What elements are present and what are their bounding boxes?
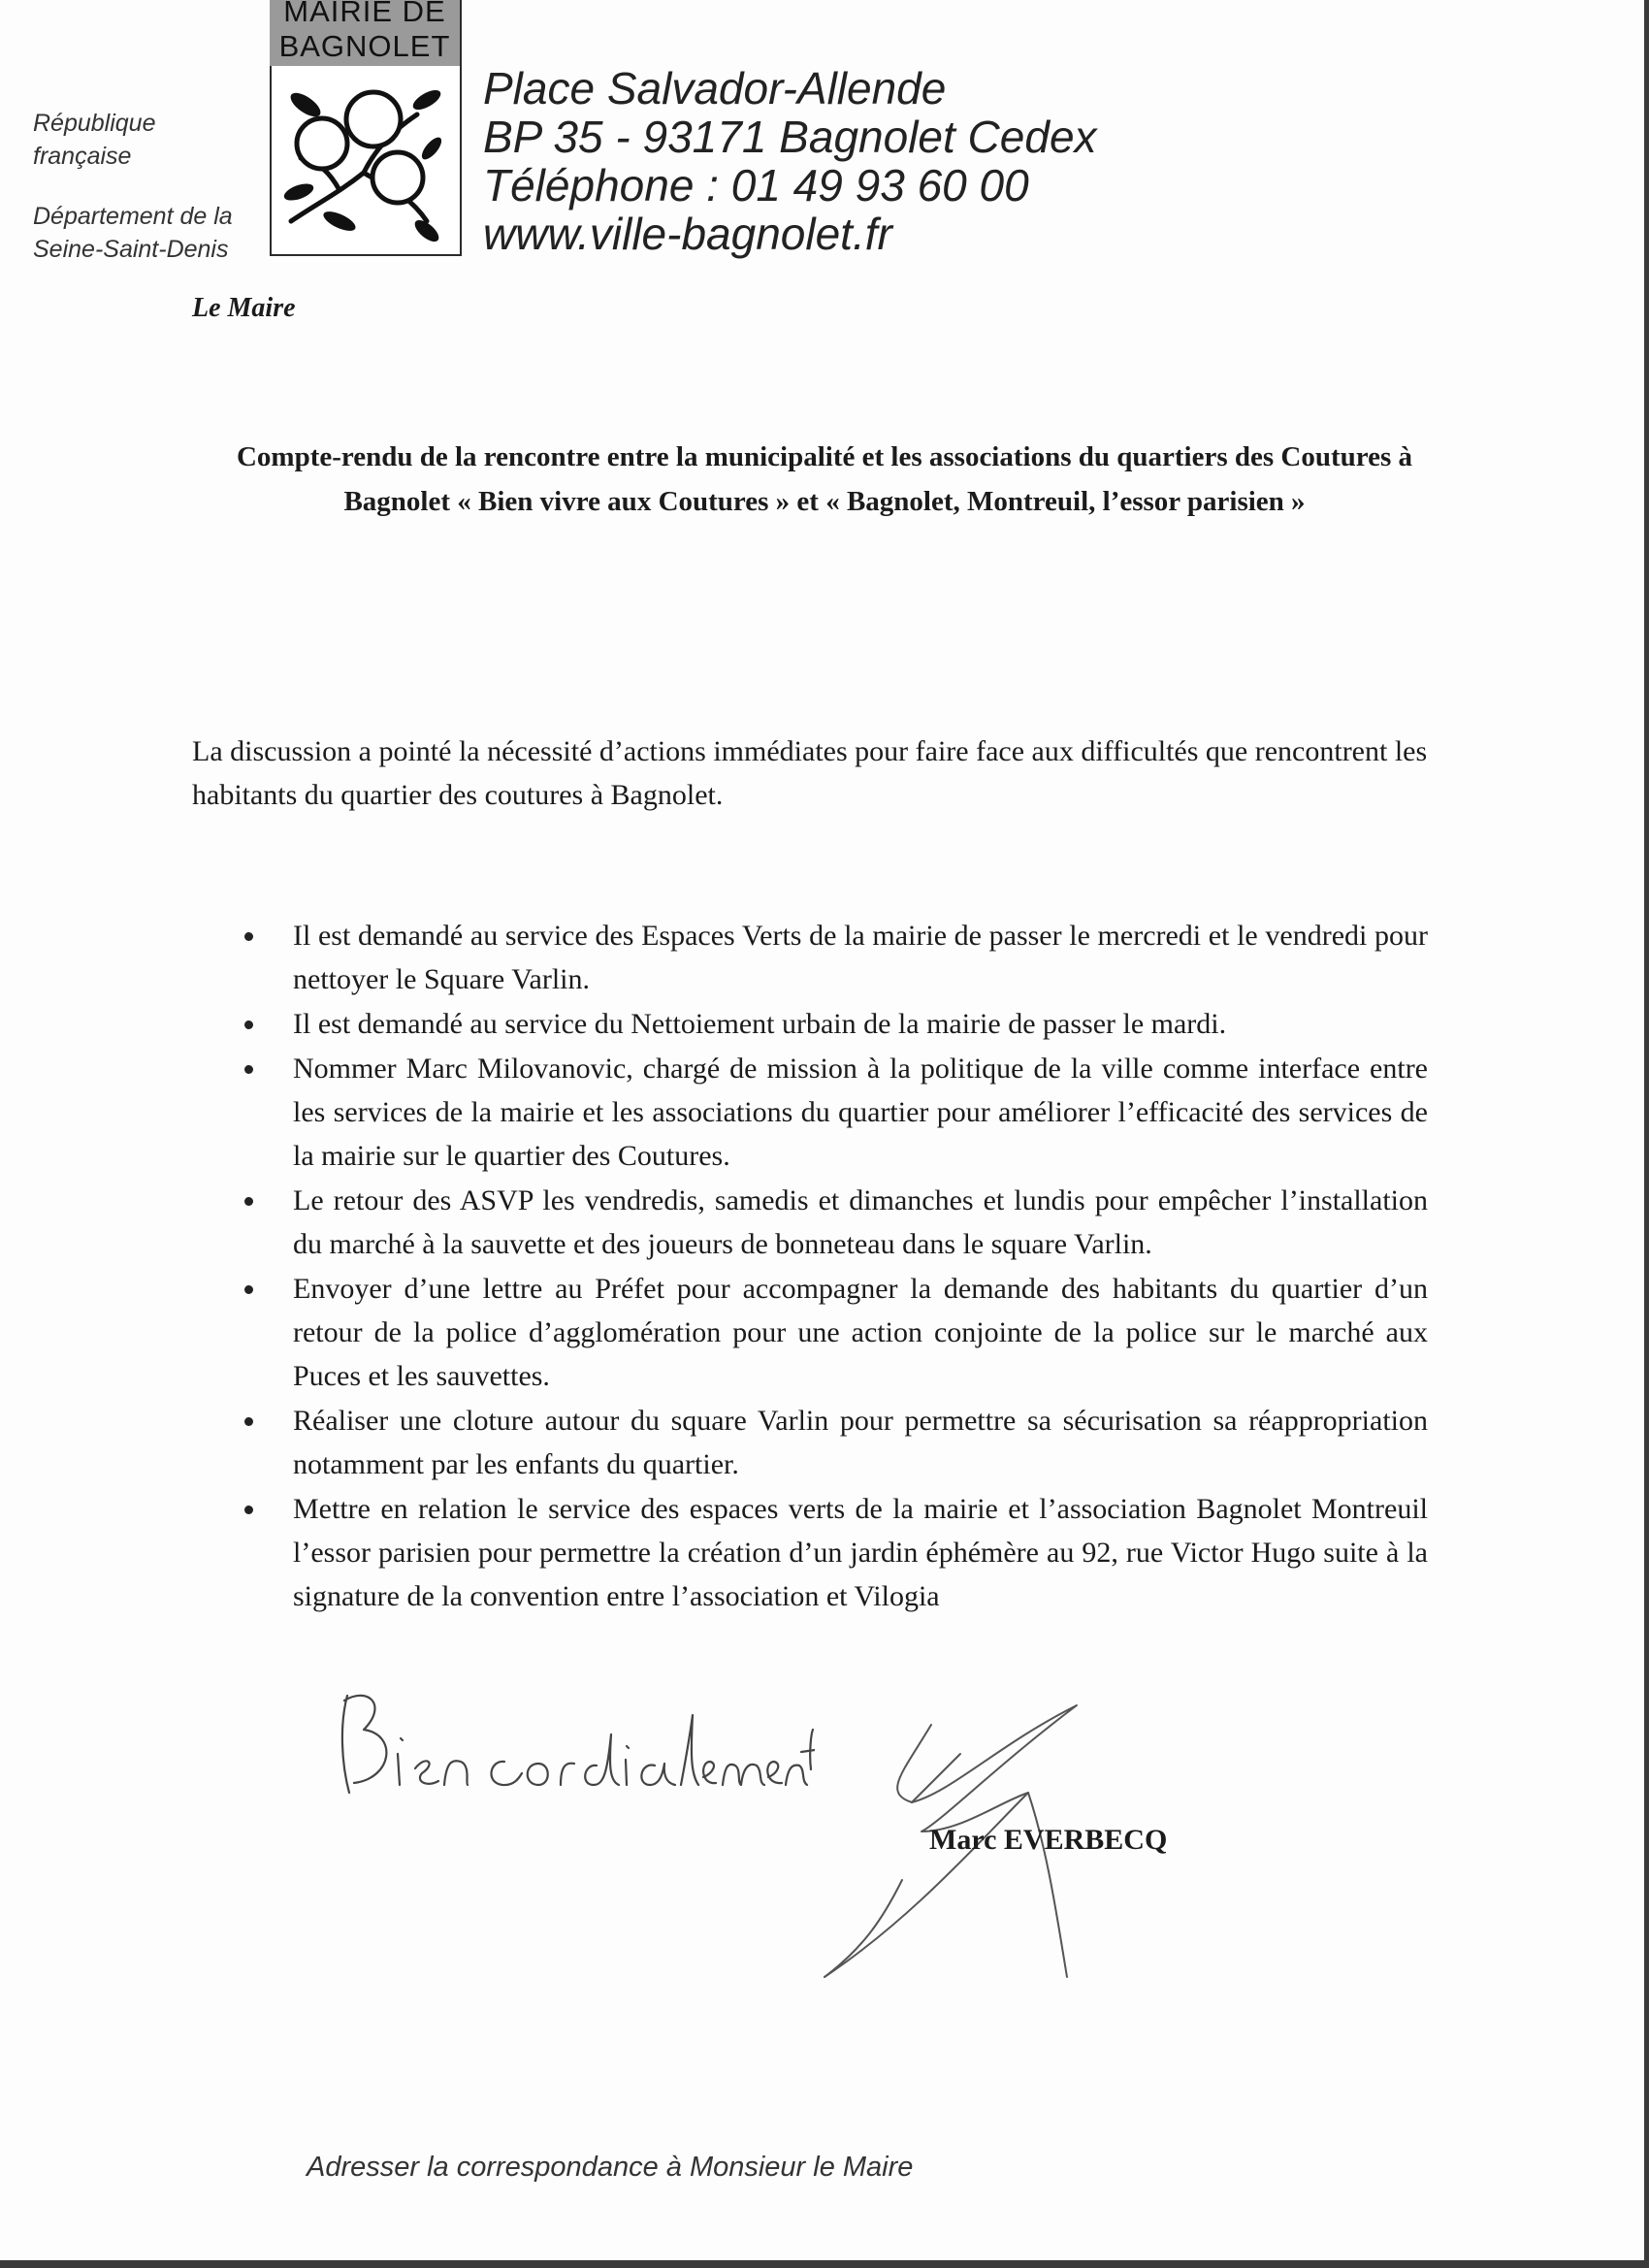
- actions-list: [196, 914, 1428, 1619]
- website-link[interactable]: www.ville-bagnolet.fr: [483, 209, 892, 259]
- bullet-icon: [244, 1506, 253, 1514]
- list-item-text: Envoyer d’une lettre au Préfet pour accompagner la demande des habitants du quartier d’un retour de la police d’agglomération pour une action conjointe de la police sur le marché aux Puces et les sauvettes.: [293, 1273, 1428, 1392]
- signature-scribble: [805, 1686, 1242, 2035]
- list-item-text: Le retour des ASVP les vendredis, samedis et dimanches et lundis pour empêcher l’installation du marché à la sauvette et des joueurs de bonneteau dans le square Varlin.: [293, 1184, 1428, 1260]
- republic-label: [33, 107, 266, 173]
- list-item: [196, 1267, 1428, 1398]
- list-item: [196, 1399, 1428, 1486]
- footer-note: Adresser la correspondance à Monsieur le Maire: [307, 2152, 914, 2183]
- department-line: Département de la: [33, 203, 233, 230]
- letterhead-side-labels: [33, 107, 266, 293]
- intro-paragraph: La discussion a pointé la nécessité d’actions immédiates pour faire face aux difficultés que rencontrent les habitants du quartier des coutures à Bagnolet.: [192, 735, 1428, 811]
- document-title: Compte-rendu de la rencontre entre la municipalité et les associations du quartiers des Coutures à Bagnolet « Bien vivre aux Coutures » et « Bagnolet, Montreuil, l’essor parisien »: [236, 441, 1413, 517]
- mairie-address: [483, 64, 1097, 258]
- republic-line: République: [33, 110, 156, 137]
- bullet-icon: [244, 932, 253, 941]
- republic-line: française: [33, 143, 132, 170]
- list-item: [196, 914, 1428, 1001]
- logo-name-line: BAGNOLET: [278, 29, 451, 63]
- list-item: [196, 1487, 1428, 1618]
- address-line: BP 35 - 93171 Bagnolet Cedex: [483, 112, 1097, 162]
- bullet-icon: [244, 1197, 253, 1206]
- bullet-icon: [244, 1065, 253, 1074]
- address-line: Place Salvador-Allende: [483, 63, 947, 113]
- handwritten-closing: [330, 1676, 815, 1812]
- list-item-text: Réaliser une cloture autour du square Varlin pour permettre sa sécurisation sa réappropriation notamment par les enfants du quartier.: [293, 1405, 1428, 1480]
- signer-name: Marc EVERBECQ: [929, 1824, 1168, 1856]
- scan-edge-right: [1644, 0, 1649, 2268]
- signer-title: Le Maire: [192, 293, 296, 323]
- scan-edge-bottom: [0, 2260, 1649, 2268]
- list-item: [196, 1002, 1428, 1046]
- list-item-text: Il est demandé au service des Espaces Verts de la mairie de passer le mercredi et le vendredi pour nettoyer le Square Varlin.: [293, 920, 1428, 995]
- bullet-icon: [244, 1021, 253, 1029]
- address-line: Téléphone : 01 49 93 60 00: [483, 160, 1029, 211]
- bullet-icon: [244, 1417, 253, 1426]
- department-label: [33, 200, 266, 266]
- logo-name-line: MAIRIE DE: [283, 0, 446, 28]
- logo-name: [270, 0, 460, 64]
- bullet-icon: [244, 1285, 253, 1294]
- department-line: Seine-Saint-Denis: [33, 236, 229, 263]
- list-item: [196, 1047, 1428, 1178]
- list-item-text: Nommer Marc Milovanovic, chargé de mission à la politique de la ville comme interface entre les services de la mairie et les associations du quartier pour améliorer l’efficacité des services de la mairie sur le quartier des Coutures.: [293, 1053, 1428, 1172]
- apple-branch-emblem-icon: [281, 76, 446, 245]
- list-item: [196, 1179, 1428, 1266]
- list-item-text: Il est demandé au service du Nettoiement urbain de la mairie de passer le mardi.: [293, 1008, 1227, 1040]
- list-item-text: Mettre en relation le service des espaces verts de la mairie et l’association Bagnolet Montreuil l’essor parisien pour permettre la création d’un jardin éphémère au 92, rue Victor Hugo suite à la signature de la convention entre l’association et Vilogia: [293, 1493, 1428, 1612]
